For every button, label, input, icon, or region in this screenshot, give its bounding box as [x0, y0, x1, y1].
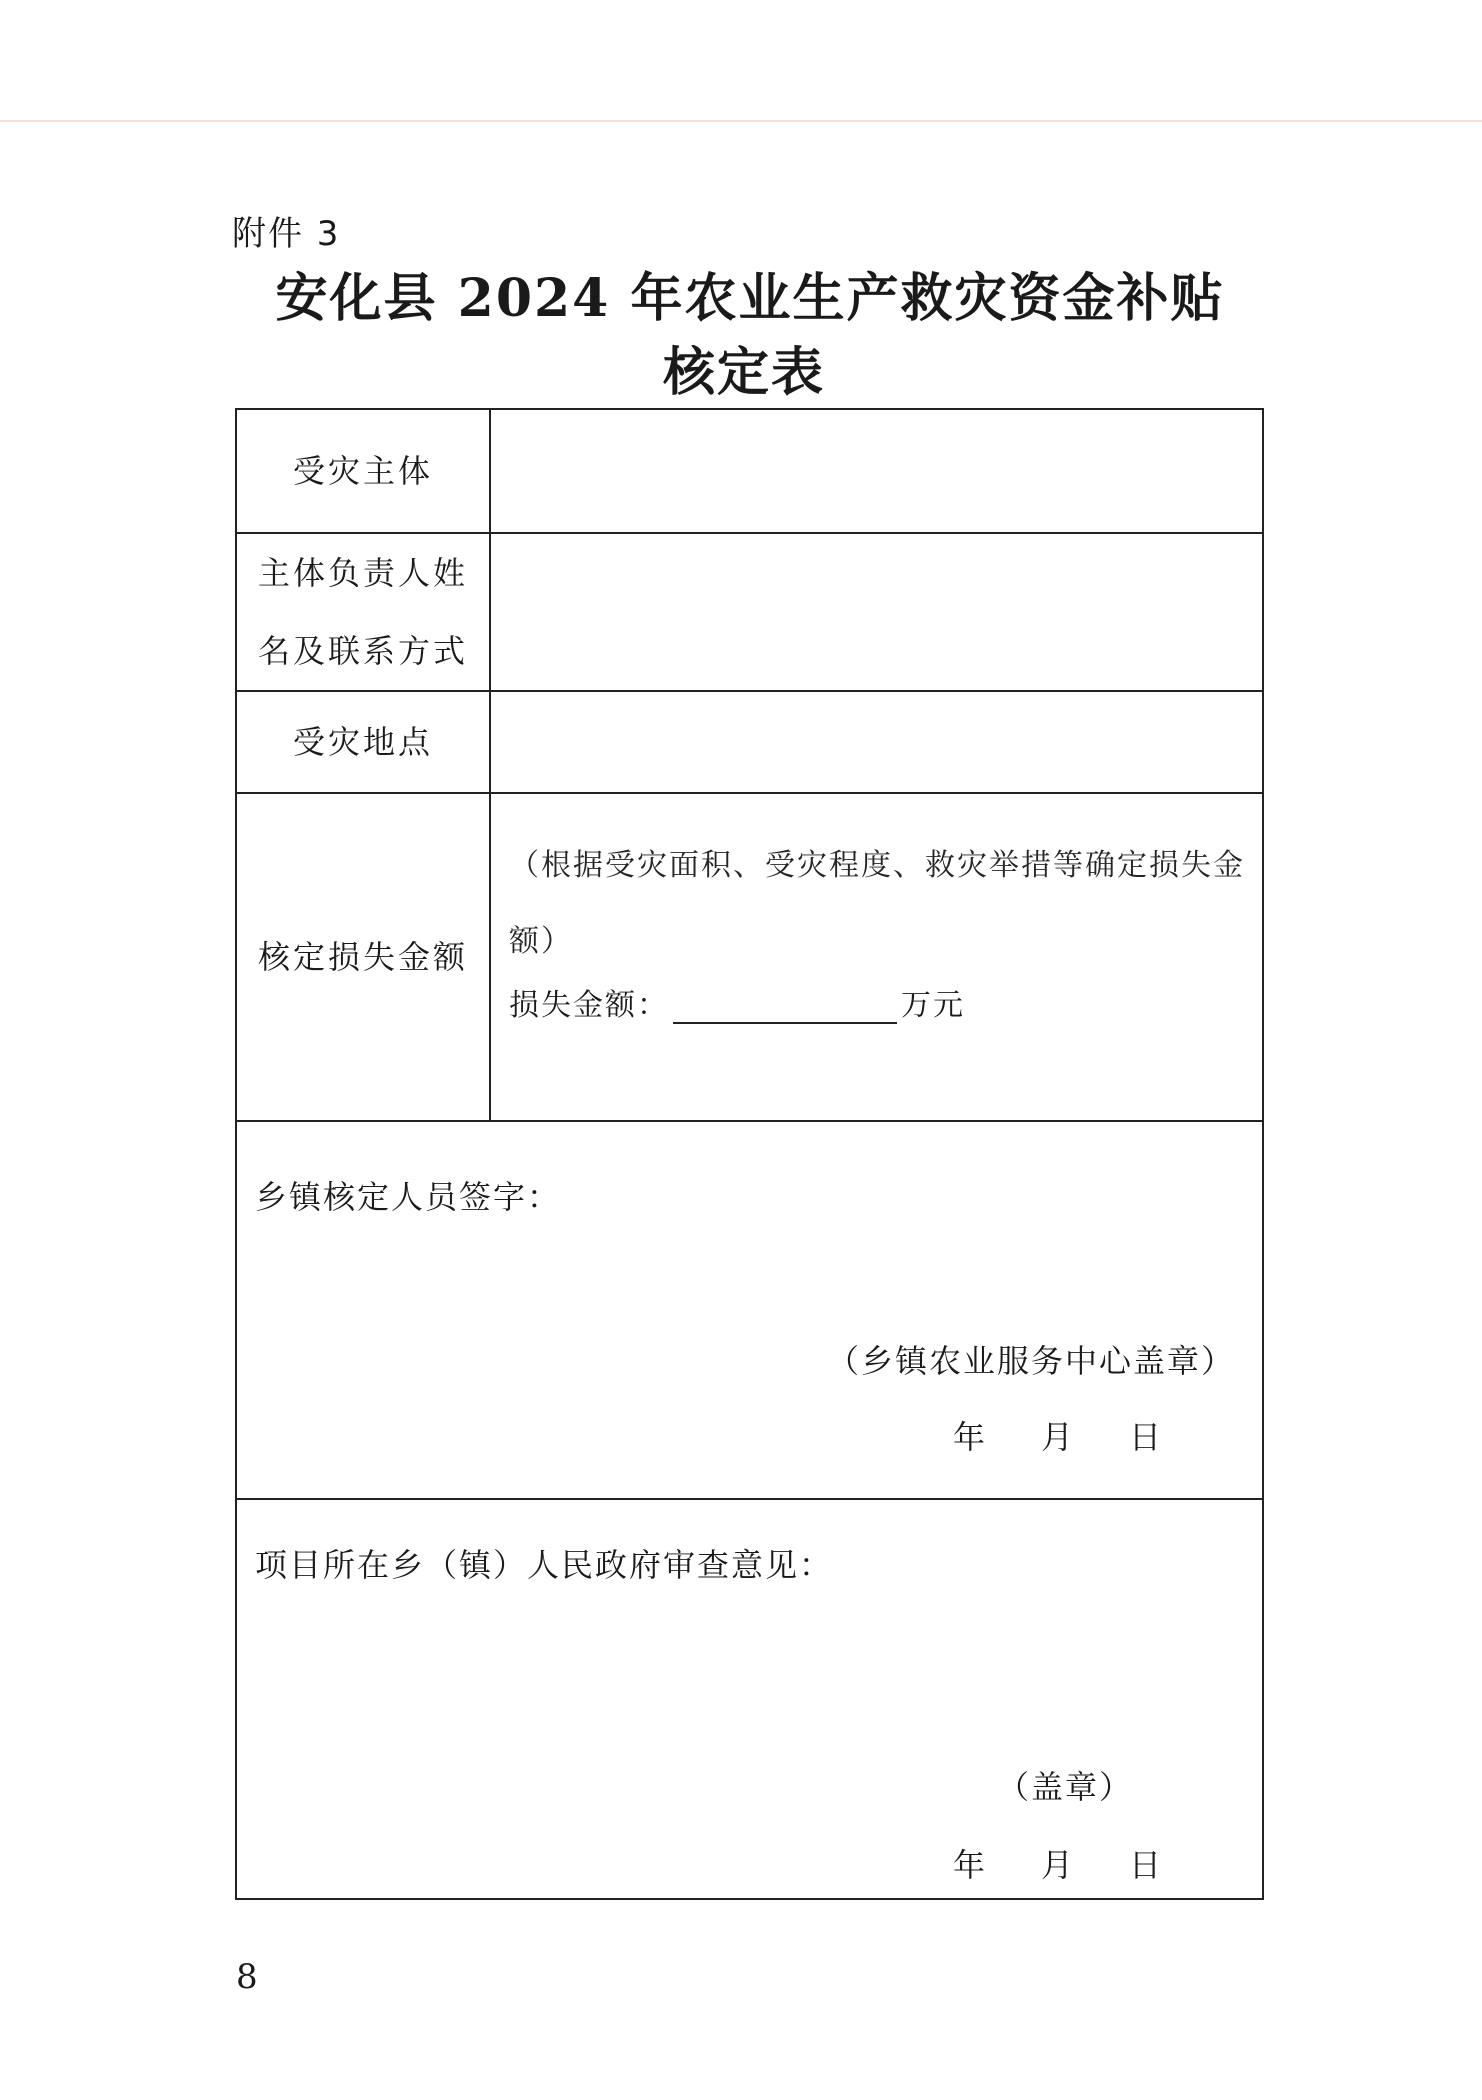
amount-unit: 万元 [901, 988, 965, 1023]
document-title [230, 262, 1270, 410]
attachment-label: 附件 3 [232, 214, 341, 254]
label-contact [237, 534, 491, 690]
row-contact [237, 534, 1262, 692]
page-number: 8 [236, 1957, 258, 1997]
township-date [953, 1412, 1161, 1458]
label-disaster-location: 受灾地点 [237, 692, 491, 792]
label-contact-line-1: 主体负责人姓 [257, 554, 468, 592]
row-disaster-location [237, 692, 1262, 794]
loss-amount-line [509, 980, 965, 1024]
row-loss-amount [237, 794, 1262, 1122]
amount-input[interactable] [673, 992, 897, 1024]
label-loss-amount: 核定损失金额 [237, 794, 491, 1120]
government-date [953, 1840, 1161, 1886]
field-loss-amount-cell [491, 794, 1262, 1120]
row-government-review [237, 1500, 1262, 1898]
field-affected-entity[interactable] [491, 410, 1262, 532]
loss-amount-note: （根据受灾面积、受灾程度、救灾举措等确定损失金额） [509, 848, 1245, 959]
title-line-1: 安化县 2024 年农业生产救灾资金补贴 [275, 268, 1225, 329]
township-month-label: 月 [1041, 1418, 1074, 1456]
township-day-label: 日 [1129, 1418, 1162, 1456]
field-disaster-location[interactable] [491, 692, 1262, 792]
government-year-label: 年 [953, 1846, 986, 1884]
title-line-2: 核定表 [662, 342, 825, 403]
township-signature-title: 乡镇核定人员签字： [255, 1178, 562, 1216]
township-year-label: 年 [953, 1418, 986, 1456]
assessment-form-table [235, 408, 1264, 1900]
government-day-label: 日 [1129, 1846, 1162, 1884]
government-month-label: 月 [1041, 1846, 1074, 1884]
row-affected-entity [237, 410, 1262, 534]
label-affected-entity: 受灾主体 [237, 410, 491, 532]
field-contact[interactable] [491, 534, 1262, 690]
government-seal-label: （盖章） [997, 1768, 1134, 1806]
township-seal-label: （乡镇农业服务中心盖章） [827, 1342, 1236, 1380]
scan-edge-line [0, 120, 1482, 122]
label-contact-line-2: 名及联系方式 [257, 632, 468, 670]
row-township-signature [237, 1122, 1262, 1500]
amount-label: 损失金额： [509, 988, 669, 1023]
government-review-title: 项目所在乡（镇）人民政府审查意见： [255, 1546, 834, 1584]
